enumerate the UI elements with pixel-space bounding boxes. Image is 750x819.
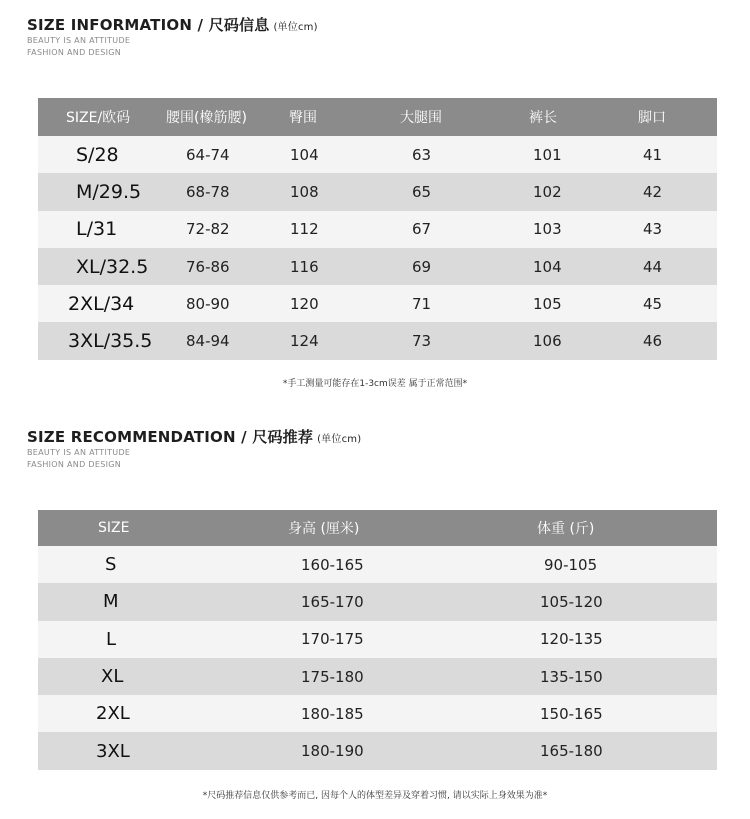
rec-table-header-size: SIZE <box>38 510 188 546</box>
size-table-header-waist: 腰围(橡筋腰) <box>166 98 289 136</box>
size-information-heading <box>27 14 318 59</box>
size-recommendation-tagline-1: BEAUTY IS AN ATTITUDE <box>27 448 131 457</box>
hip-cell: 112 <box>289 211 400 248</box>
thigh-cell: 65 <box>400 173 529 210</box>
rec-size-cell: 3XL <box>38 732 188 769</box>
rec-weight-cell: 120-135 <box>450 621 717 658</box>
size-recommendation-tagline-2: FASHION AND DESIGN <box>27 460 122 469</box>
size-cell: 3XL/35.5 <box>38 322 166 359</box>
size-cell: XL/32.5 <box>38 248 166 285</box>
rec-size-cell: S <box>38 546 188 583</box>
measurement-note: *手工测量可能存在1-3cm误差 属于正常范围* <box>282 379 468 389</box>
size-table-header-thigh: 大腿围 <box>400 98 529 136</box>
hem-cell: 46 <box>638 322 717 359</box>
rec-weight-cell: 165-180 <box>450 732 717 769</box>
hem-cell: 41 <box>638 136 717 173</box>
rec-height-cell: 175-180 <box>188 658 450 695</box>
hip-cell: 108 <box>289 173 400 210</box>
table-row <box>38 285 717 322</box>
thigh-cell: 67 <box>400 211 529 248</box>
size-cell: L/31 <box>38 211 166 248</box>
waist-cell: 72-82 <box>166 211 289 248</box>
length-cell: 105 <box>529 285 638 322</box>
hip-cell: 104 <box>289 136 400 173</box>
size-recommendation-title: SIZE RECOMMENDATION / 尺码推荐 (单位cm) <box>27 428 362 446</box>
waist-cell: 76-86 <box>166 248 289 285</box>
size-information-unit: (单位cm) <box>273 22 318 33</box>
rec-height-cell: 165-170 <box>188 583 450 620</box>
hem-cell: 44 <box>638 248 717 285</box>
hem-cell: 43 <box>638 211 717 248</box>
rec-size-cell: 2XL <box>38 695 188 732</box>
size-recommendation-heading <box>27 426 361 471</box>
thigh-cell: 71 <box>400 285 529 322</box>
size-information-tagline-2: FASHION AND DESIGN <box>27 48 122 57</box>
waist-cell: 80-90 <box>166 285 289 322</box>
rec-height-cell: 160-165 <box>188 546 450 583</box>
waist-cell: 84-94 <box>166 322 289 359</box>
size-table-header-length: 裤长 <box>529 98 638 136</box>
size-recommendation-unit: (单位cm) <box>317 434 362 445</box>
rec-height-cell: 180-190 <box>188 732 450 769</box>
size-recommendation-table <box>38 510 717 770</box>
rec-size-cell: M <box>38 583 188 620</box>
table-row <box>38 583 717 620</box>
rec-height-cell: 180-185 <box>188 695 450 732</box>
length-cell: 103 <box>529 211 638 248</box>
hem-cell: 45 <box>638 285 717 322</box>
rec-weight-cell: 90-105 <box>450 546 717 583</box>
thigh-cell: 69 <box>400 248 529 285</box>
hip-cell: 116 <box>289 248 400 285</box>
waist-cell: 64-74 <box>166 136 289 173</box>
size-cell: 2XL/34 <box>38 285 166 322</box>
rec-size-cell: XL <box>38 658 188 695</box>
size-table-header-hip: 臀围 <box>289 98 400 136</box>
table-row <box>38 173 717 210</box>
rec-height-cell: 170-175 <box>188 621 450 658</box>
size-information-tagline-1: BEAUTY IS AN ATTITUDE <box>27 36 131 45</box>
rec-weight-cell: 135-150 <box>450 658 717 695</box>
waist-cell: 68-78 <box>166 173 289 210</box>
size-table-header-row <box>38 98 717 136</box>
rec-table-header-height: 身高 (厘米) <box>188 510 450 546</box>
table-row <box>38 136 717 173</box>
table-row <box>38 621 717 658</box>
hip-cell: 120 <box>289 285 400 322</box>
hip-cell: 124 <box>289 322 400 359</box>
table-row <box>38 322 717 359</box>
length-cell: 106 <box>529 322 638 359</box>
thigh-cell: 63 <box>400 136 529 173</box>
size-table-header-hem: 脚口 <box>638 98 717 136</box>
size-table-header-size: SIZE/欧码 <box>38 98 166 136</box>
rec-table-header-row <box>38 510 717 546</box>
recommendation-note: *尺码推荐信息仅供参考而已, 因每个人的体型差异及穿着习惯, 请以实际上身效果为准* <box>202 791 548 801</box>
table-row <box>38 732 717 769</box>
length-cell: 102 <box>529 173 638 210</box>
table-row <box>38 248 717 285</box>
thigh-cell: 73 <box>400 322 529 359</box>
length-cell: 104 <box>529 248 638 285</box>
rec-size-cell: L <box>38 621 188 658</box>
rec-table-header-weight: 体重 (斤) <box>450 510 717 546</box>
size-information-table <box>38 98 717 360</box>
length-cell: 101 <box>529 136 638 173</box>
table-row <box>38 546 717 583</box>
size-information-title: SIZE INFORMATION / 尺码信息 (单位cm) <box>27 16 318 34</box>
table-row <box>38 211 717 248</box>
table-row <box>38 658 717 695</box>
rec-weight-cell: 150-165 <box>450 695 717 732</box>
table-row <box>38 695 717 732</box>
hem-cell: 42 <box>638 173 717 210</box>
size-cell: M/29.5 <box>38 173 166 210</box>
size-cell: S/28 <box>38 136 166 173</box>
rec-weight-cell: 105-120 <box>450 583 717 620</box>
